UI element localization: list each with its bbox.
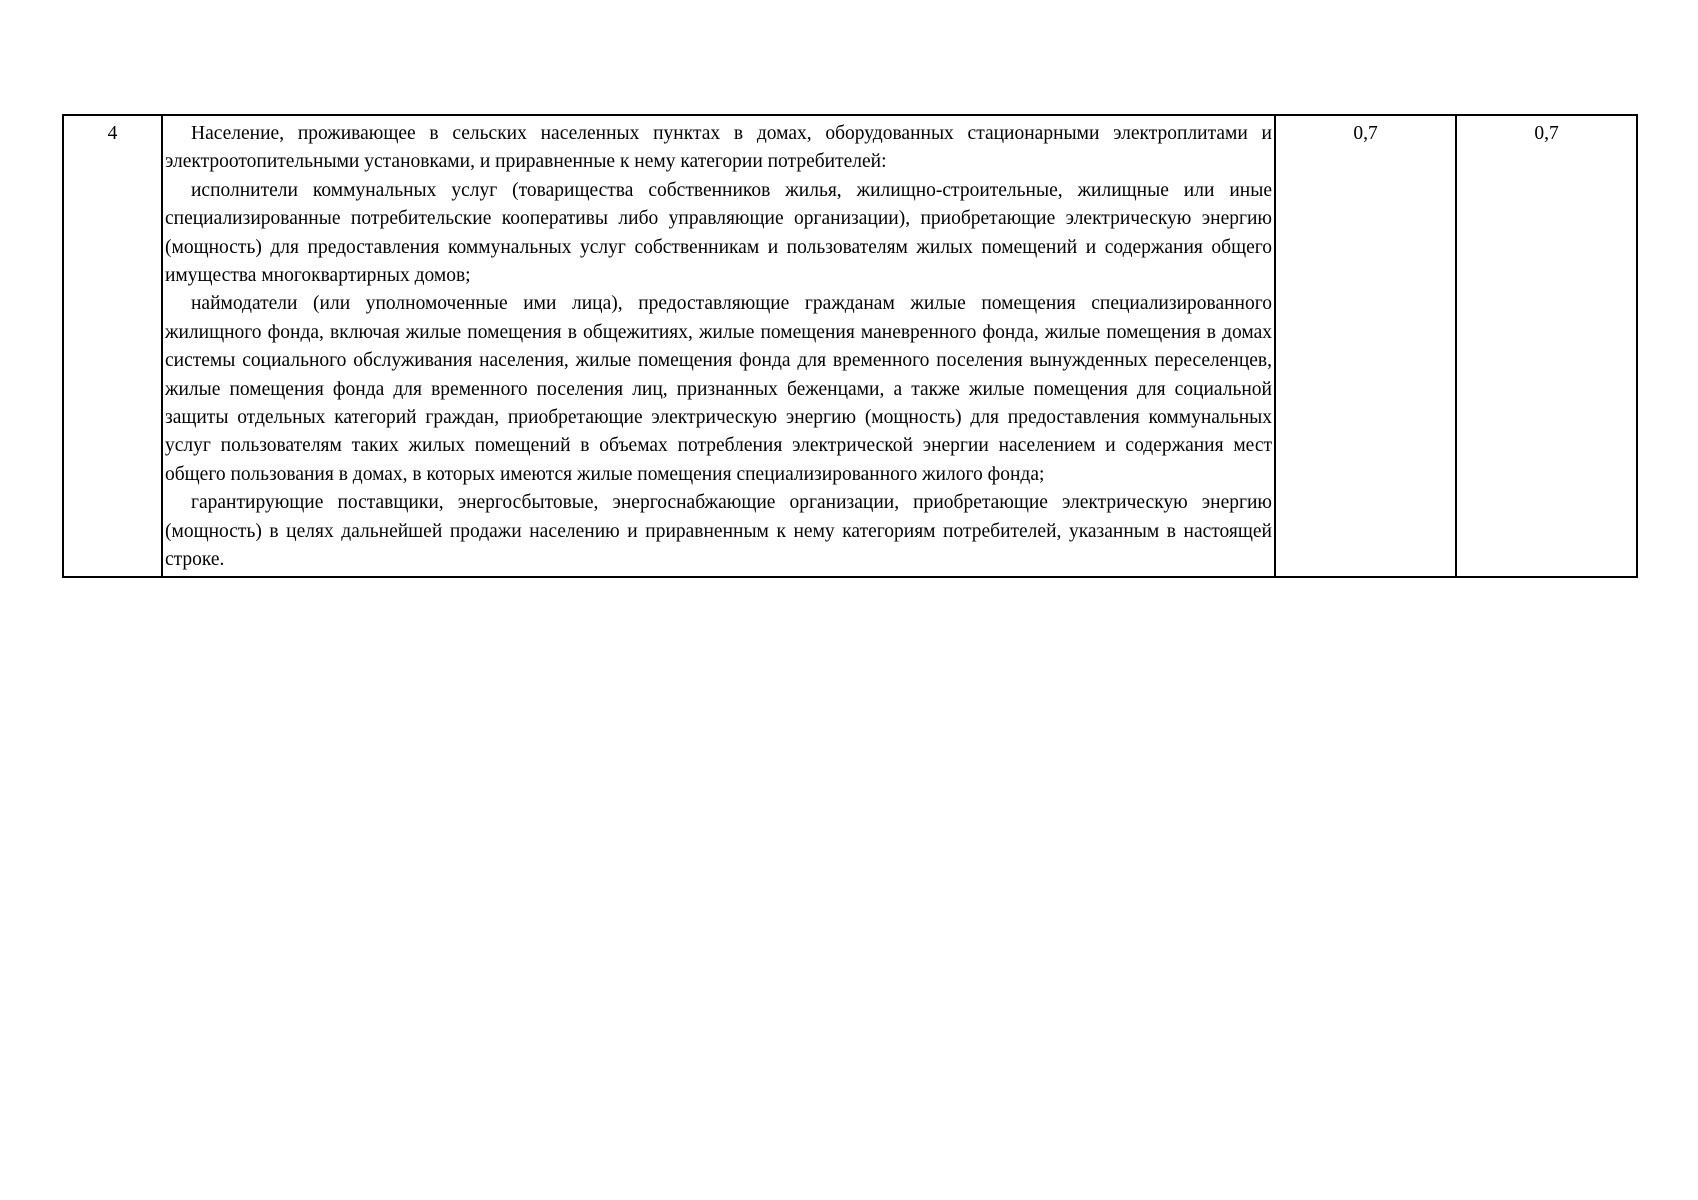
row-description-cell bbox=[162, 115, 1275, 577]
coefficient-value-cell: 0,7 bbox=[1275, 115, 1456, 577]
description-paragraph: наймодатели (или уполномоченные ими лица), предоставляющие гражданам жилые помещения специализированного жилищного фонда, включая жилые помещения в общежитиях, жилые помещения маневренного фонда, жилые помещения в домах системы социального обслуживания населения, жилые помещения фонда для временного поселения вынужденных переселенцев, жилые помещения фонда для временного поселения лиц, признанных беженцами, а также жилые помещения для социальной защиты отдельных категорий граждан, приобретающие электрическую энергию (мощность) для предоставления коммунальных услуг пользователям таких жилых помещений в объемах потребления электрической энергии населением и содержания мест общего пользования в домах, в которых имеются жилые помещения специализированного жилого фонда; bbox=[165, 293, 1272, 485]
row-number-cell: 4 bbox=[63, 115, 162, 577]
description-paragraph: исполнители коммунальных услуг (товарищества собственников жилья, жилищно-строительные, жилищные или иные специализированные потребительские кооперативы либо управляющие организации), приобретающие электрическую энергию (мощность) для предоставления коммунальных услуг собственникам и пользователям жилых помещений и содержания общего имущества многоквартирных домов; bbox=[165, 179, 1272, 287]
tariff-table bbox=[62, 114, 1638, 578]
description-paragraph: гарантирующие поставщики, энергосбытовые, энергоснабжающие организации, приобретающие электрическую энергию (мощность) в целях дальнейшей продажи населению и приравненным к нему категориям потребителей, указанным в настоящей строке. bbox=[165, 492, 1272, 571]
description-paragraph: Население, проживающее в сельских населенных пунктах в домах, оборудованных стационарными электроплитами и электроотопительными установками, и приравненные к нему категории потребителей: bbox=[165, 123, 1272, 173]
table-row bbox=[63, 115, 1637, 577]
coefficient-value-cell: 0,7 bbox=[1456, 115, 1637, 577]
